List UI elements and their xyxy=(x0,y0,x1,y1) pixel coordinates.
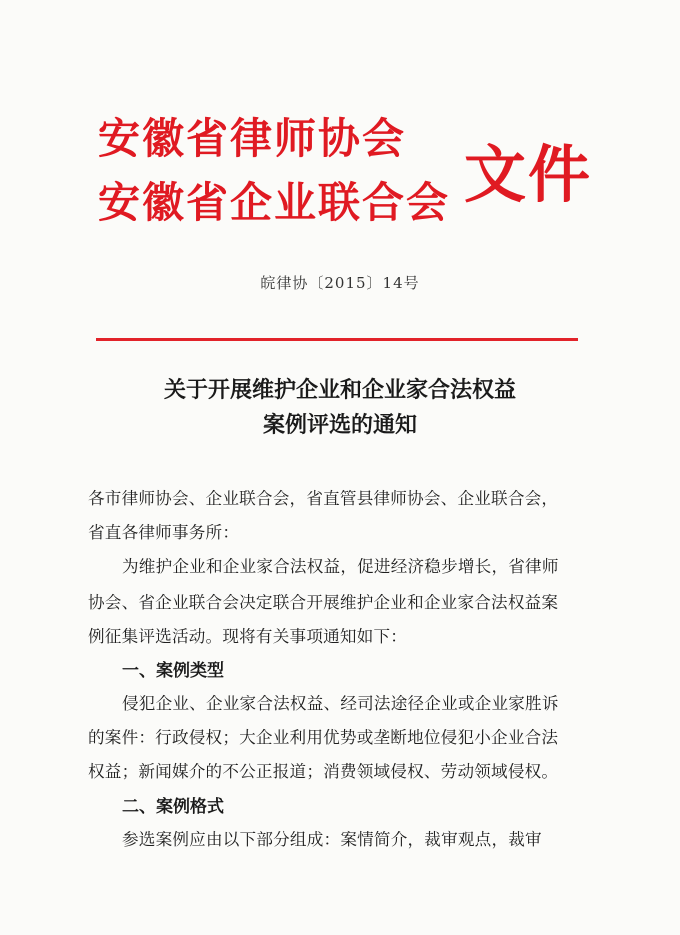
document-number: 皖律协〔2015〕14号 xyxy=(260,274,420,292)
addressee-line-1: 各市律师协会、企业联合会，省直管县律师协会、企业联合会， xyxy=(88,489,559,508)
issuer-enterprise-confederation: 安徽省企业联合会 xyxy=(98,178,451,227)
intro-line-3: 例征集评选活动。现将有关事项通知如下： xyxy=(88,627,408,646)
intro-line-2: 协会、省企业联合会决定联合开展维护企业和企业家合法权益案 xyxy=(88,593,559,612)
section-2-line-1: 参选案例应由以下部分组成：案情简介，裁审观点，裁审 xyxy=(122,830,542,849)
document-word: 文件 xyxy=(464,138,593,211)
issuer-lawyers-association: 安徽省律师协会 xyxy=(98,114,407,163)
addressee-line-2: 省直各律师事务所： xyxy=(88,523,240,542)
section-1-line-3: 权益；新闻媒介的不公正报道；消费领域侵权、劳动领域侵权。 xyxy=(88,762,559,781)
notice-title-line-1: 关于开展维护企业和企业家合法权益 xyxy=(163,378,516,403)
section-1-line-1: 侵犯企业、企业家合法权益、经司法途径企业或企业家胜诉 xyxy=(122,694,559,713)
section-1-line-2: 的案件：行政侵权；大企业利用优势或垄断地位侵犯小企业合法 xyxy=(88,728,559,747)
section-2-heading: 二、案例格式 xyxy=(122,797,224,817)
notice-title-line-2: 案例评选的通知 xyxy=(262,413,417,438)
section-1-heading: 一、案例类型 xyxy=(122,661,224,681)
red-separator-line xyxy=(96,338,578,341)
intro-line-1: 为维护企业和企业家合法权益，促进经济稳步增长，省律师 xyxy=(122,557,559,576)
